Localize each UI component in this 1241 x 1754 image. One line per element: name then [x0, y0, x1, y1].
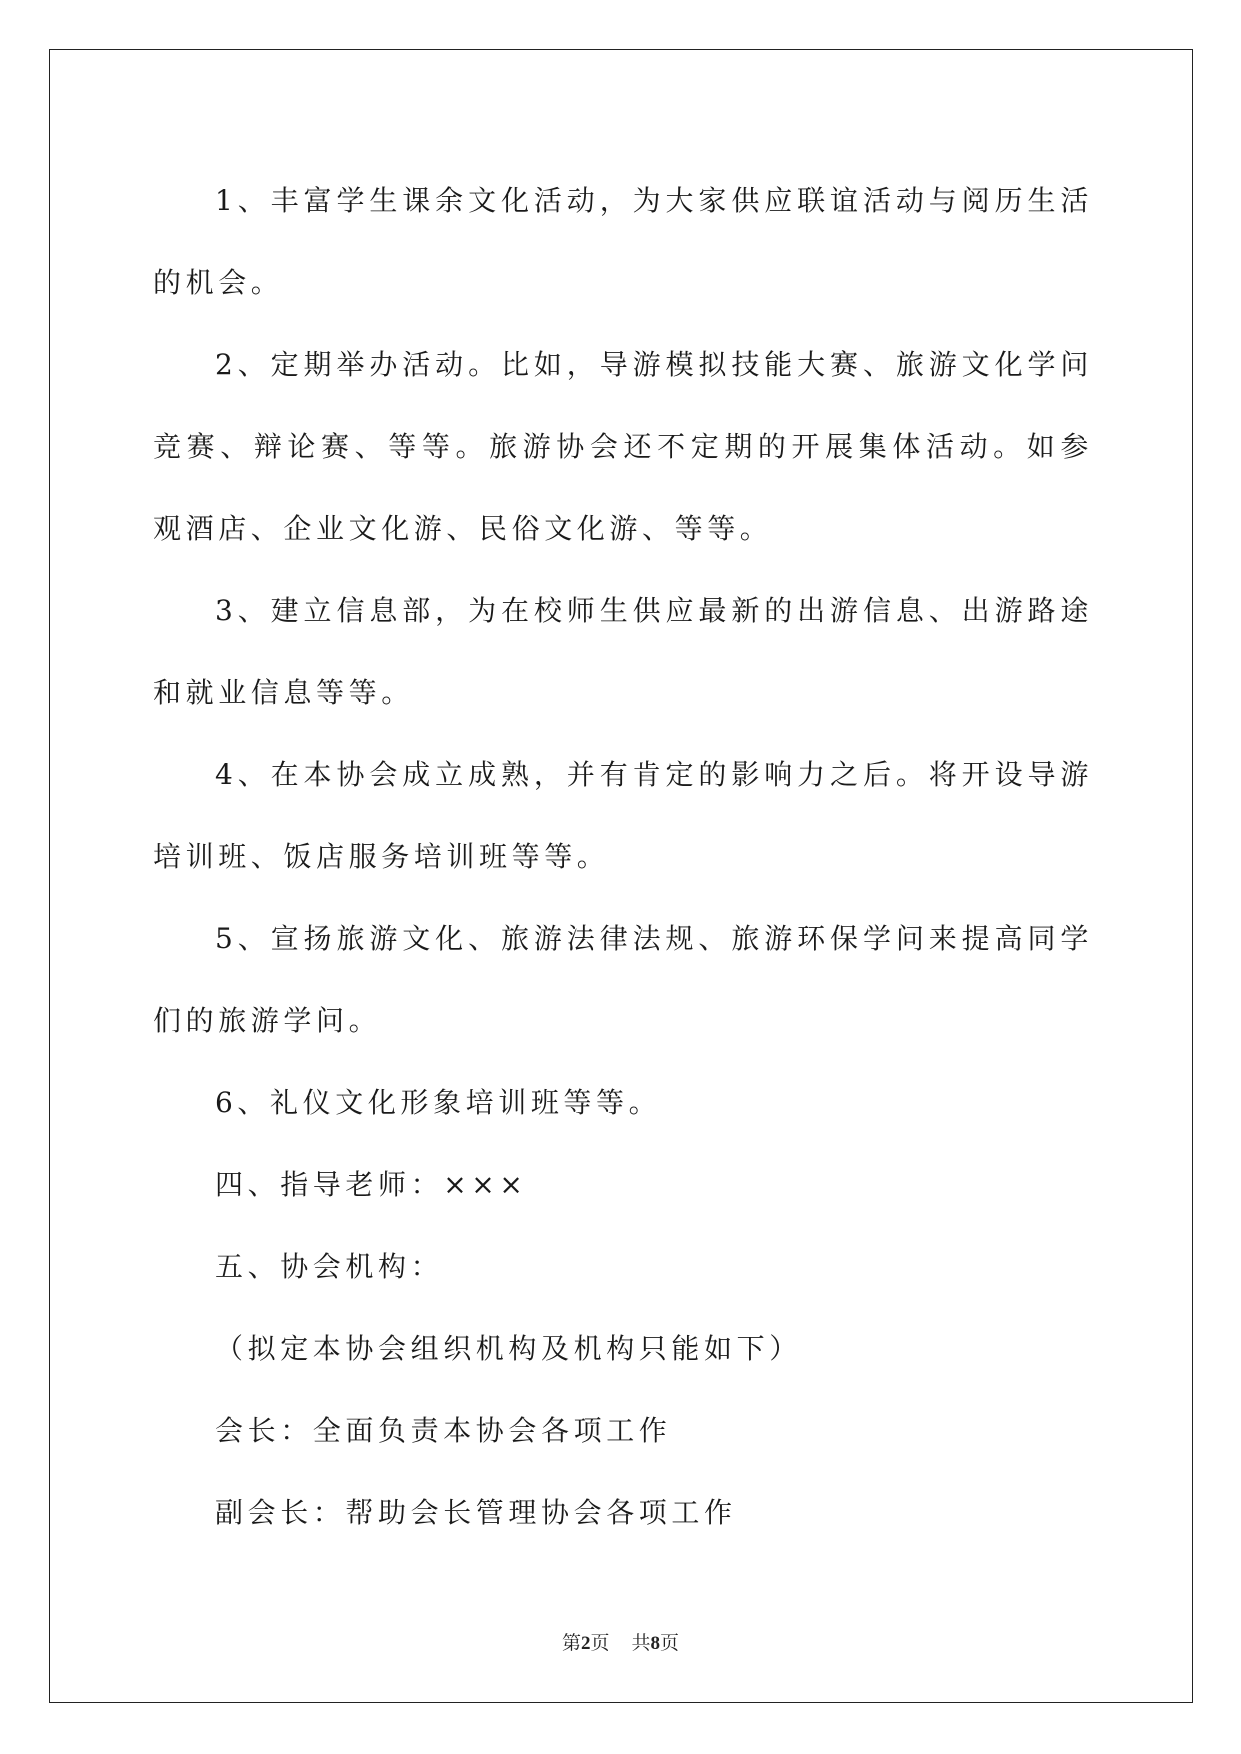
total-prefix: 共 [631, 1633, 651, 1654]
current-page-number: 2 [580, 1633, 591, 1654]
section-heading-structure: 五、协会机构： [215, 1250, 444, 1283]
paragraph-item-2: 2、定期举办活动。比如，导游模拟技能大赛、旅游文化学问竞赛、辩论赛、等等。旅游协会还不定期的开展集体活动。如参观酒店、企业文化游、民俗文化游、等等。 [153, 348, 1093, 545]
document-body [153, 160, 1093, 1554]
role-president: 会长：全面负责本协会各项工作 [215, 1414, 672, 1447]
paragraph-item-1: 1、丰富学生课余文化活动，为大家供应联谊活动与阅历生活的机会。 [153, 184, 1093, 299]
paragraph-item-4: 4、在本协会成立成熟，并有肯定的影响力之后。将开设导游培训班、饭店服务培训班等等。 [153, 758, 1093, 873]
page-footer [0, 1628, 1241, 1655]
total-page-count: 8 [650, 1633, 661, 1654]
page-suffix: 页 [590, 1633, 610, 1654]
paragraph-item-5: 5、宣扬旅游文化、旅游法律法规、旅游环保学问来提高同学们的旅游学问。 [153, 922, 1093, 1037]
paragraph-item-3: 3、建立信息部，为在校师生供应最新的出游信息、出游路途和就业信息等等。 [153, 594, 1093, 709]
page-prefix: 第 [561, 1633, 581, 1654]
paragraph-item-6: 6、礼仪文化形象培训班等等。 [215, 1086, 662, 1119]
advisor-line: 四、指导老师：××× [215, 1168, 528, 1201]
total-suffix: 页 [660, 1633, 680, 1654]
role-vice-president: 副会长：帮助会长管理协会各项工作 [215, 1496, 737, 1529]
structure-note: （拟定本协会组织机构及机构只能如下） [215, 1332, 802, 1365]
